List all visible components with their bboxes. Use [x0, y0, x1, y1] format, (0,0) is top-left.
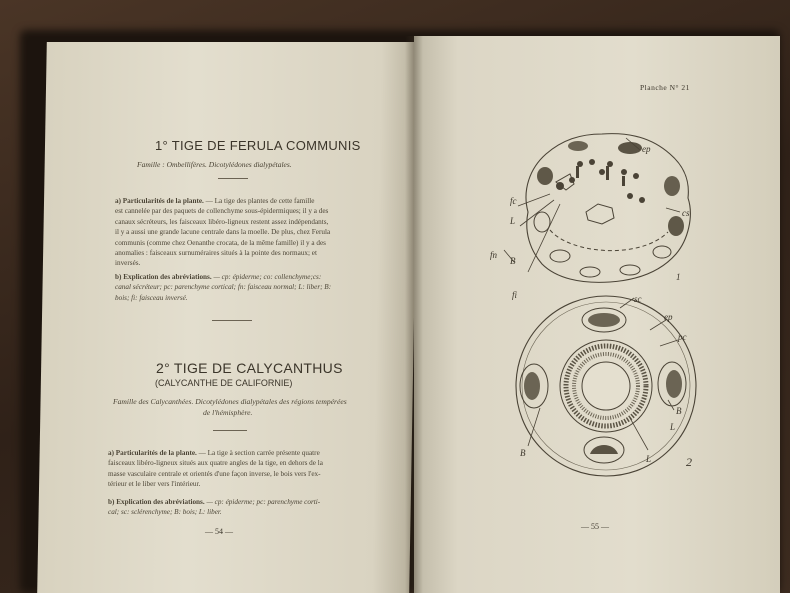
label-fn: fn: [490, 250, 498, 260]
divider: [212, 320, 252, 321]
divider: [218, 178, 248, 179]
label-B: B: [510, 256, 516, 266]
label-L-right: L: [670, 422, 676, 432]
section2-particularites: a) Particularités de la plante. — La tige à section carrée présente quatre faisceaux libéro-ligneux situés aux quatre angles de la tige, en dehors de la masse vasculaire centrale et orientés d'une façon inverse, le bois vers l'ex- térieur et le liber vers l'intérieur.: [108, 449, 323, 489]
right-page-number: — 55 —: [581, 522, 609, 531]
label-B-right: B: [676, 406, 682, 416]
label-ep: ep: [664, 312, 673, 322]
section2-family: Famille des Calycanthées. Dicotylédones dialypétales des régions tempérées de l'hémisphère.: [113, 397, 347, 417]
label-B: B: [520, 448, 526, 458]
left-page-number: — 54 —: [205, 527, 233, 536]
label-L: L: [510, 216, 516, 226]
plate-label: Planche N° 21: [640, 83, 690, 92]
label-pc: pc: [678, 332, 687, 342]
section1-title: 1° TIGE DE FERULA COMMUNIS: [155, 138, 361, 153]
figure-calycanthus-stem-section: [500, 290, 720, 490]
label-cs: cs: [682, 208, 690, 218]
figure-number-1: 1: [676, 272, 681, 282]
book-gutter: [405, 36, 423, 593]
label-L: L: [646, 454, 652, 464]
label-ep: ep: [642, 144, 651, 154]
explication-label: b) Explication des abréviations.: [115, 273, 212, 281]
divider: [213, 430, 247, 431]
section2-subtitle: (CALYCANTHE DE CALIFORNIE): [155, 378, 293, 388]
label-fc: fc: [510, 196, 517, 206]
figure-number-2: 2: [686, 455, 692, 469]
section1-family: Famille : Ombellifères. Dicotylédones dialypétales.: [137, 160, 292, 169]
section1-particularites: a) Particularités de la plante. — La tige des plantes de cette famille est cannelée par des paquets de collenchyme sous-épidermiques; il y a des canaux sécréteurs, les faisceaux libéro-ligneux restent assez indépendants, il y a aussi une grande lacune centrale dans la moelle. De plus, chez Ferula communis (comme chez Oenanthe crocata, de la même famille) il y a des anomalies : faisceaux surnuméraires situés à la pointe des normaux; et inversés.: [115, 197, 331, 268]
section2-explication: b) Explication des abréviations. — cp: épiderme; pc: parenchyme corti- cal; sc: sclérenchyme; B: bois; L: liber.: [108, 498, 321, 517]
section1-explication: b) Explication des abréviations. — cp: épiderme; co: collenchyme;cs: canal sécréteur; pc: parenchyme cortical; fn: faisceau normal; L: liber; B: bois; fi: faisceau inversé.: [115, 273, 332, 302]
label-fi: fi: [512, 290, 518, 300]
section2-title: 2° TIGE DE CALYCANTHUS: [156, 360, 343, 376]
particularites-label: a) Particularités de la plante.: [115, 197, 204, 205]
label-sc: sc: [634, 294, 642, 304]
